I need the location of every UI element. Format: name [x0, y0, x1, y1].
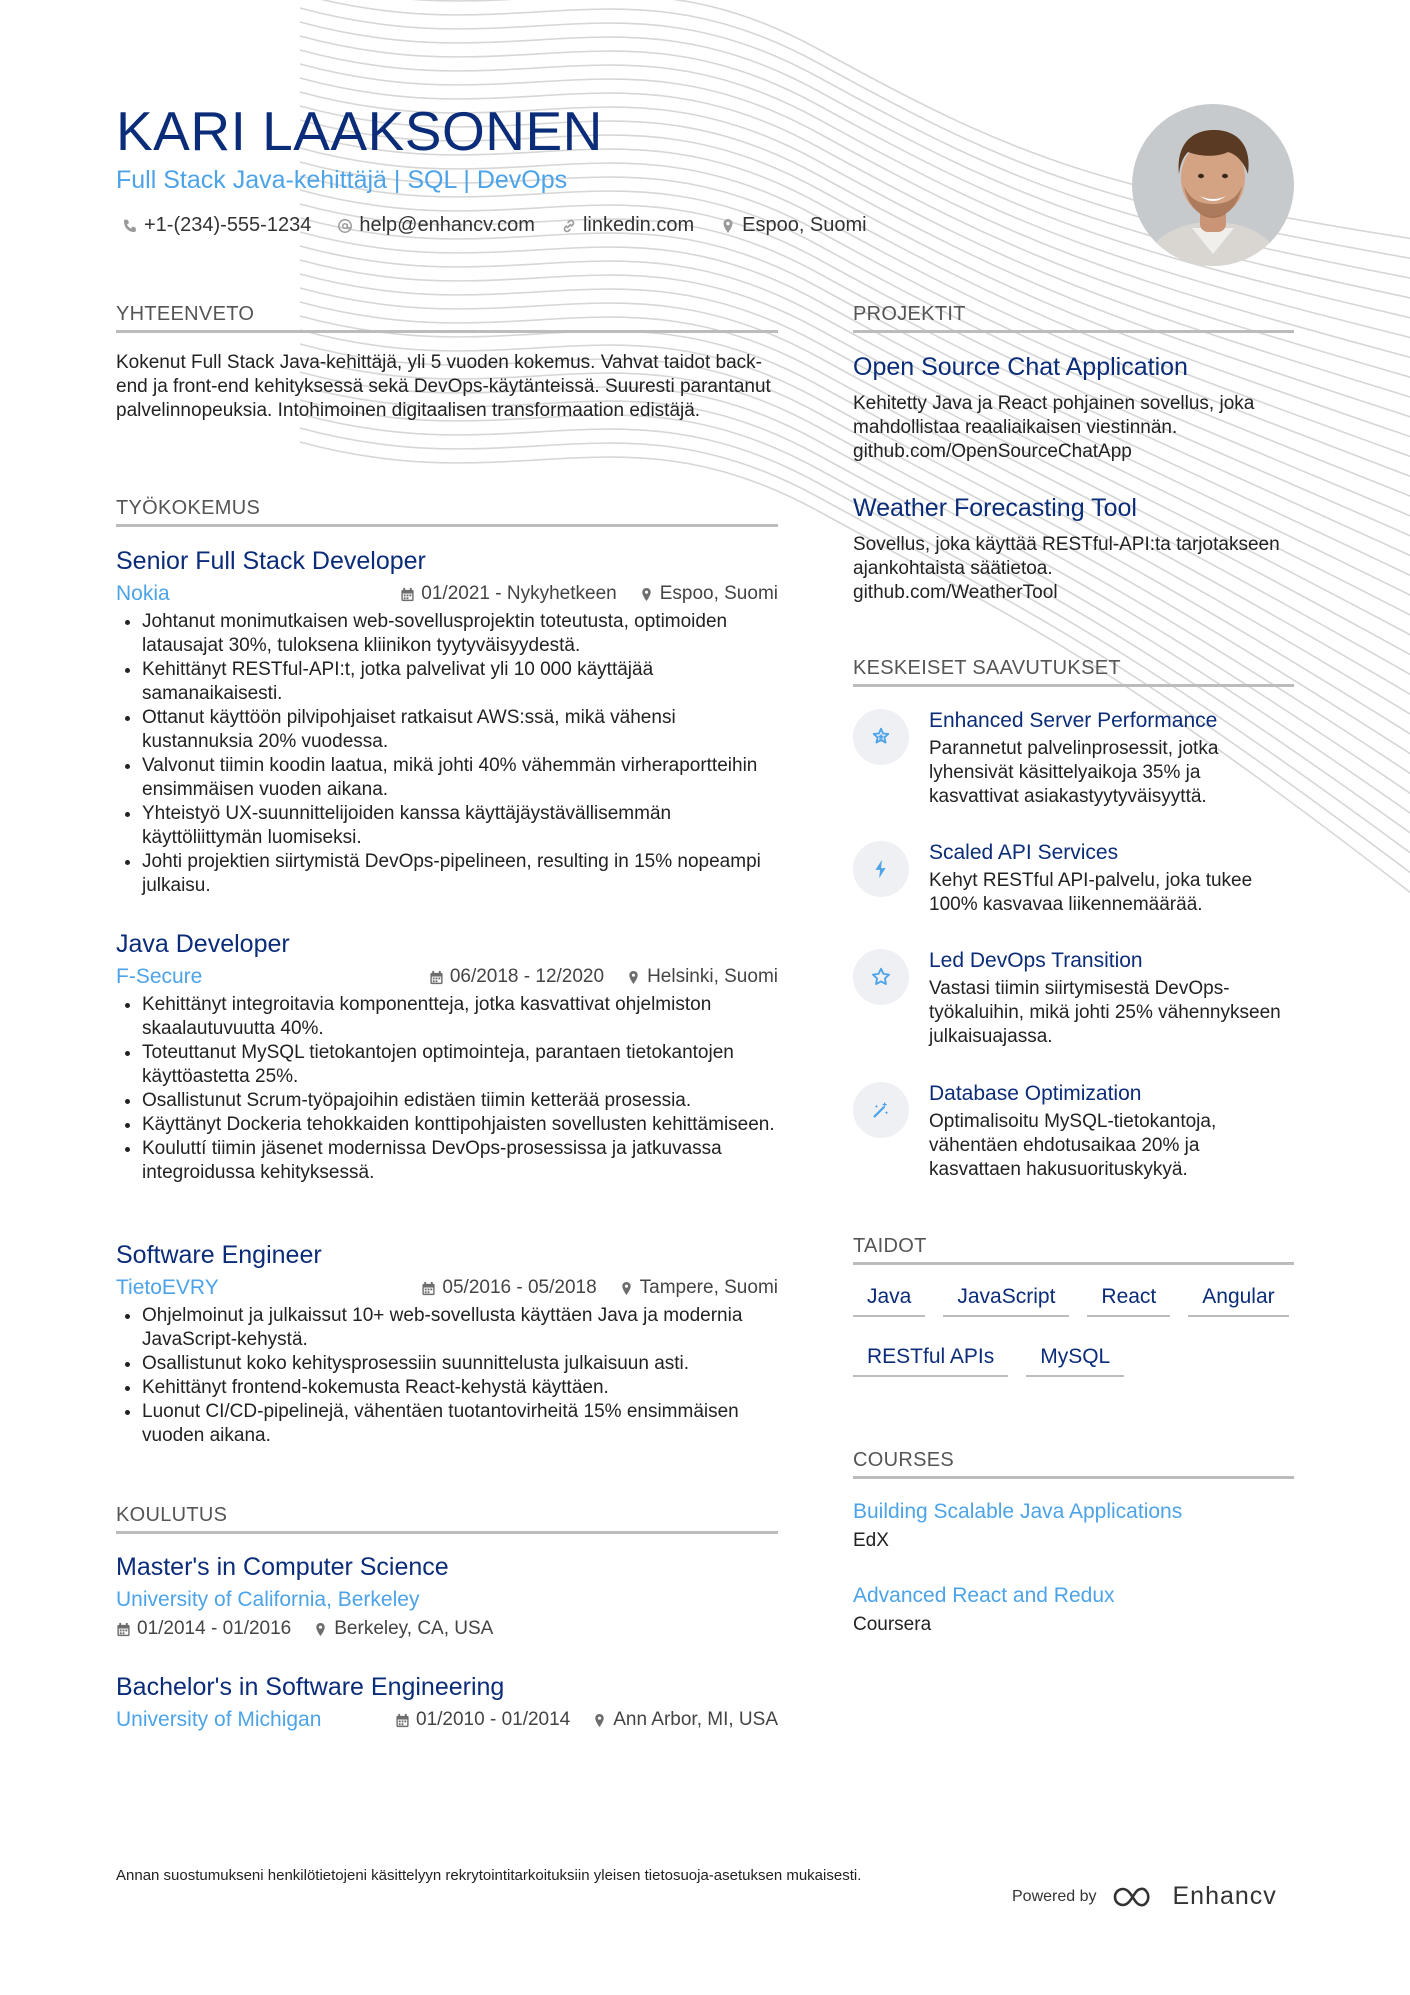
courses-section — [853, 1449, 1294, 1479]
achievement-item — [853, 709, 1294, 809]
bullet: • Osallistunut Scrum-työpajoihin edistäen tiimin ketterää prosessia. — [142, 1089, 778, 1113]
bullet: • Kehittänyt integroitavia komponentteja, jotka kasvattivat ohjelmiston skaalautuvuutta 40%. — [142, 993, 778, 1041]
edu-dates — [395, 1709, 570, 1731]
bullet: • Ohjelmoinut ja julkaissut 10+ web-sovellusta käyttäen Java ja modernia JavaScript-kehystä. — [142, 1304, 778, 1352]
job-role: Senior Full Stack Developer — [116, 547, 426, 575]
location-pin-icon — [639, 587, 654, 602]
location-pin-icon — [720, 218, 736, 234]
project-link[interactable]: github.com/OpenSourceChatApp — [853, 441, 1132, 462]
job-dates — [400, 583, 616, 605]
calendar-icon — [395, 1713, 410, 1728]
skills-list — [853, 1285, 1294, 1377]
achievement-desc: Parannetut palvelinprosessit, jotka lyhensivät käsittelyaikoja 35% ja kasvattivat asiakastyytyväisyyttä. — [929, 738, 1219, 807]
calendar-icon — [400, 587, 415, 602]
course-provider: Coursera — [853, 1614, 932, 1635]
skill-tag: Java — [853, 1285, 925, 1317]
course-name: Advanced React and Redux — [853, 1584, 1115, 1607]
job-entry — [116, 930, 778, 1185]
experience-heading: TYÖKOKEMUS — [116, 497, 778, 527]
job-dates-text: 01/2021 - Nykyhetkeen — [421, 583, 617, 604]
bullet: • Johtanut monimutkaisen web-sovellusprojektin toteutusta, optimoiden latausajat 30%, tuloksena kliinikon tyytyväisyydestä. — [142, 610, 778, 658]
education-section — [116, 1504, 778, 1534]
magic-wand-icon — [870, 1099, 892, 1121]
candidate-name: KARI LAAKSONEN — [116, 100, 603, 162]
project-desc: Kehitetty Java ja React pohjainen sovellus, joka mahdollistaa reaaliaikaisen viestinnän. — [853, 393, 1255, 438]
job-location-text: Tampere, Suomi — [639, 1277, 778, 1298]
project-link[interactable]: github.com/WeatherTool — [853, 582, 1058, 603]
achievement-title: Database Optimization — [929, 1082, 1142, 1105]
job-company: F-Secure — [116, 965, 203, 988]
achievement-item — [853, 841, 1294, 917]
edu-location-text: Berkeley, CA, USA — [334, 1618, 494, 1639]
achievements-heading: KESKEISET SAAVUTUKSET — [853, 657, 1294, 687]
achievement-title: Led DevOps Transition — [929, 949, 1143, 972]
bullet: • Luonut CI/CD-pipelinejä, vähentäen tuotantovirheitä 15% ensimmäisen vuoden aikana. — [142, 1400, 778, 1448]
calendar-icon — [421, 1281, 436, 1296]
school: University of California, Berkeley — [116, 1588, 420, 1611]
bullet: • Toteuttanut MySQL tietokantojen optimointeja, parantaen tietokantojen käyttöastetta 25%. — [142, 1041, 778, 1089]
job-dates-text: 06/2018 - 12/2020 — [449, 966, 605, 987]
job-dates-text: 05/2016 - 05/2018 — [442, 1277, 597, 1298]
skill-tag: JavaScript — [943, 1285, 1069, 1317]
skill-tag: React — [1087, 1285, 1170, 1317]
project-name: Open Source Chat Application — [853, 353, 1188, 381]
location-text: Espoo, Suomi — [742, 214, 867, 236]
candidate-subtitle: Full Stack Java-kehittäjä | SQL | DevOps — [116, 166, 568, 194]
enhancv-brand: Enhancv — [1172, 1882, 1277, 1910]
project-entry — [853, 353, 1294, 464]
star-sparkle-icon — [870, 726, 892, 748]
job-bullets — [116, 610, 778, 898]
achievement-title: Scaled API Services — [929, 841, 1119, 864]
bullet: • Kehittänyt frontend-kokemusta React-kehystä käyttäen. — [142, 1376, 778, 1400]
project-name: Weather Forecasting Tool — [853, 494, 1137, 522]
projects-heading: PROJEKTIT — [853, 303, 1294, 333]
summary-text: Kokenut Full Stack Java-kehittäjä, yli 5 vuoden kokemus. Vahvat taidot back-end ja front-end kehityksessä sekä DevOps-käytänteissä. Suuresti parantanut palvelinnopeuksia. Intohimoinen digitaalisen transformaation edistäjä. — [116, 352, 771, 421]
job-entry — [116, 547, 778, 898]
job-location-text: Helsinki, Suomi — [647, 966, 778, 987]
skill-tag: MySQL — [1026, 1345, 1124, 1377]
skill-tag: RESTful APIs — [853, 1345, 1008, 1377]
edu-location — [592, 1709, 778, 1731]
calendar-icon — [429, 970, 444, 985]
at-icon — [337, 218, 353, 234]
experience-section — [116, 497, 778, 527]
phone-icon — [122, 218, 138, 234]
project-desc: Sovellus, joka käyttää RESTful-API:ta tarjotakseen ajankohtaista säätietoa. — [853, 534, 1280, 579]
job-entry — [116, 1241, 778, 1448]
achievement-icon-bg — [853, 709, 909, 765]
skills-section — [853, 1235, 1294, 1377]
email-text: help@enhancv.com — [359, 214, 535, 236]
bullet: • Yhteistyö UX-suunnittelijoiden kanssa käyttäjäystävällisemmän käyttöliittymän luomiseksi. — [142, 802, 778, 850]
course-name: Building Scalable Java Applications — [853, 1500, 1183, 1523]
course-entry — [853, 1584, 1294, 1636]
achievement-desc: Kehyt RESTful API-palvelu, joka tukee 100% kasvavaa liikennemäärää. — [929, 870, 1253, 915]
edu-location — [313, 1618, 493, 1640]
achievement-icon-bg — [853, 949, 909, 1005]
job-company: TietoEVRY — [116, 1276, 219, 1299]
education-entry — [116, 1673, 778, 1732]
achievement-desc: Optimalisoitu MySQL-tietokantoja, vähentäen ehdotusaikaa 20% ja kasvattaen hakusuorituskykyä. — [929, 1111, 1217, 1180]
school: University of Michigan — [116, 1708, 322, 1731]
bullet: • Osallistunut koko kehitysprosessiin suunnittelusta julkaisuun asti. — [142, 1352, 778, 1376]
job-role: Java Developer — [116, 930, 290, 958]
bullet: • Ottanut käyttöön pilvipohjaiset ratkaisut AWS:ssä, mikä vähensi kustannuksia 20% vuodessa. — [142, 706, 778, 754]
job-location-text: Espoo, Suomi — [659, 583, 778, 604]
summary-heading: YHTEENVETO — [116, 303, 778, 333]
job-location — [639, 583, 778, 605]
achievement-icon-bg — [853, 1082, 909, 1138]
achievement-desc: Vastasi tiimin siirtymisestä DevOps-työkaluihin, mikä johti 25% vähennykseen julkaisuajassa. — [929, 978, 1281, 1047]
degree: Master's in Computer Science — [116, 1553, 449, 1581]
bullet: • Kehittänyt RESTful-API:t, jotka palvelivat yli 10 000 käyttäjää samanaikaisesti. — [142, 658, 778, 706]
bullet: • Johti projektien siirtymistä DevOps-pipelineen, resulting in 15% nopeampi julkaisu. — [142, 850, 778, 898]
projects-section — [853, 303, 1294, 333]
project-entry — [853, 494, 1294, 605]
job-dates — [421, 1277, 596, 1299]
courses-heading: COURSES — [853, 1449, 1294, 1479]
calendar-icon — [116, 1622, 131, 1637]
course-provider: EdX — [853, 1530, 889, 1551]
edu-location-text: Ann Arbor, MI, USA — [613, 1709, 778, 1730]
edu-dates — [116, 1618, 291, 1640]
job-dates — [429, 966, 604, 988]
contact-bar — [122, 214, 867, 237]
link-icon — [561, 218, 577, 234]
linkedin-text: linkedin.com — [582, 214, 695, 236]
lightning-icon — [870, 858, 892, 880]
course-entry — [853, 1500, 1294, 1552]
contact-phone[interactable] — [122, 214, 311, 237]
degree: Bachelor's in Software Engineering — [116, 1673, 505, 1701]
location-pin-icon — [592, 1713, 607, 1728]
achievement-item — [853, 1082, 1294, 1182]
achievement-icon-bg — [853, 841, 909, 897]
edu-dates-text: 01/2014 - 01/2016 — [137, 1618, 292, 1639]
job-bullets — [116, 1304, 778, 1448]
location-pin-icon — [619, 1281, 634, 1296]
achievement-item — [853, 949, 1294, 1049]
profile-photo — [1132, 104, 1294, 266]
summary-section — [116, 303, 778, 423]
location-pin-icon — [626, 970, 641, 985]
powered-by-label: Powered by — [1012, 1887, 1097, 1905]
powered-by[interactable] — [1012, 1882, 1277, 1911]
skill-tag: Angular — [1188, 1285, 1288, 1317]
edu-dates-text: 01/2010 - 01/2014 — [416, 1709, 571, 1730]
contact-email[interactable] — [337, 214, 535, 237]
achievements-section — [853, 657, 1294, 687]
bullet: • Kouluttí tiimin jäsenet modernissa DevOps-prosessissa ja jatkuvassa integroidussa kehityksessä. — [142, 1137, 778, 1185]
job-location — [626, 966, 778, 988]
job-role: Software Engineer — [116, 1241, 322, 1269]
job-location — [619, 1277, 778, 1299]
skills-heading: TAIDOT — [853, 1235, 1294, 1265]
achievement-title: Enhanced Server Performance — [929, 709, 1218, 732]
bullet: • Valvonut tiimin koodin laatua, mikä johti 40% vähemmän virheraportteihin ensimmäisen vuoden aikana. — [142, 754, 778, 802]
star-icon — [870, 966, 892, 988]
enhancv-logo-icon — [1111, 1884, 1159, 1910]
job-bullets — [116, 993, 778, 1185]
contact-linkedin[interactable] — [561, 214, 694, 237]
bullet: • Käyttänyt Dockeria tehokkaiden konttipohjaisten sovellusten kehittämiseen. — [142, 1113, 778, 1137]
location-pin-icon — [313, 1622, 328, 1637]
phone-text: +1-(234)-555-1234 — [144, 214, 312, 236]
job-company: Nokia — [116, 582, 170, 605]
contact-location — [720, 214, 867, 237]
education-heading: KOULUTUS — [116, 1504, 778, 1534]
education-entry — [116, 1553, 778, 1640]
gdpr-consent-note: Annan suostumukseni henkilötietojeni käsittelyyn rekrytointitarkoituksiin yleisen tietosuoja-asetuksen mukaisesti. — [116, 1867, 862, 1884]
